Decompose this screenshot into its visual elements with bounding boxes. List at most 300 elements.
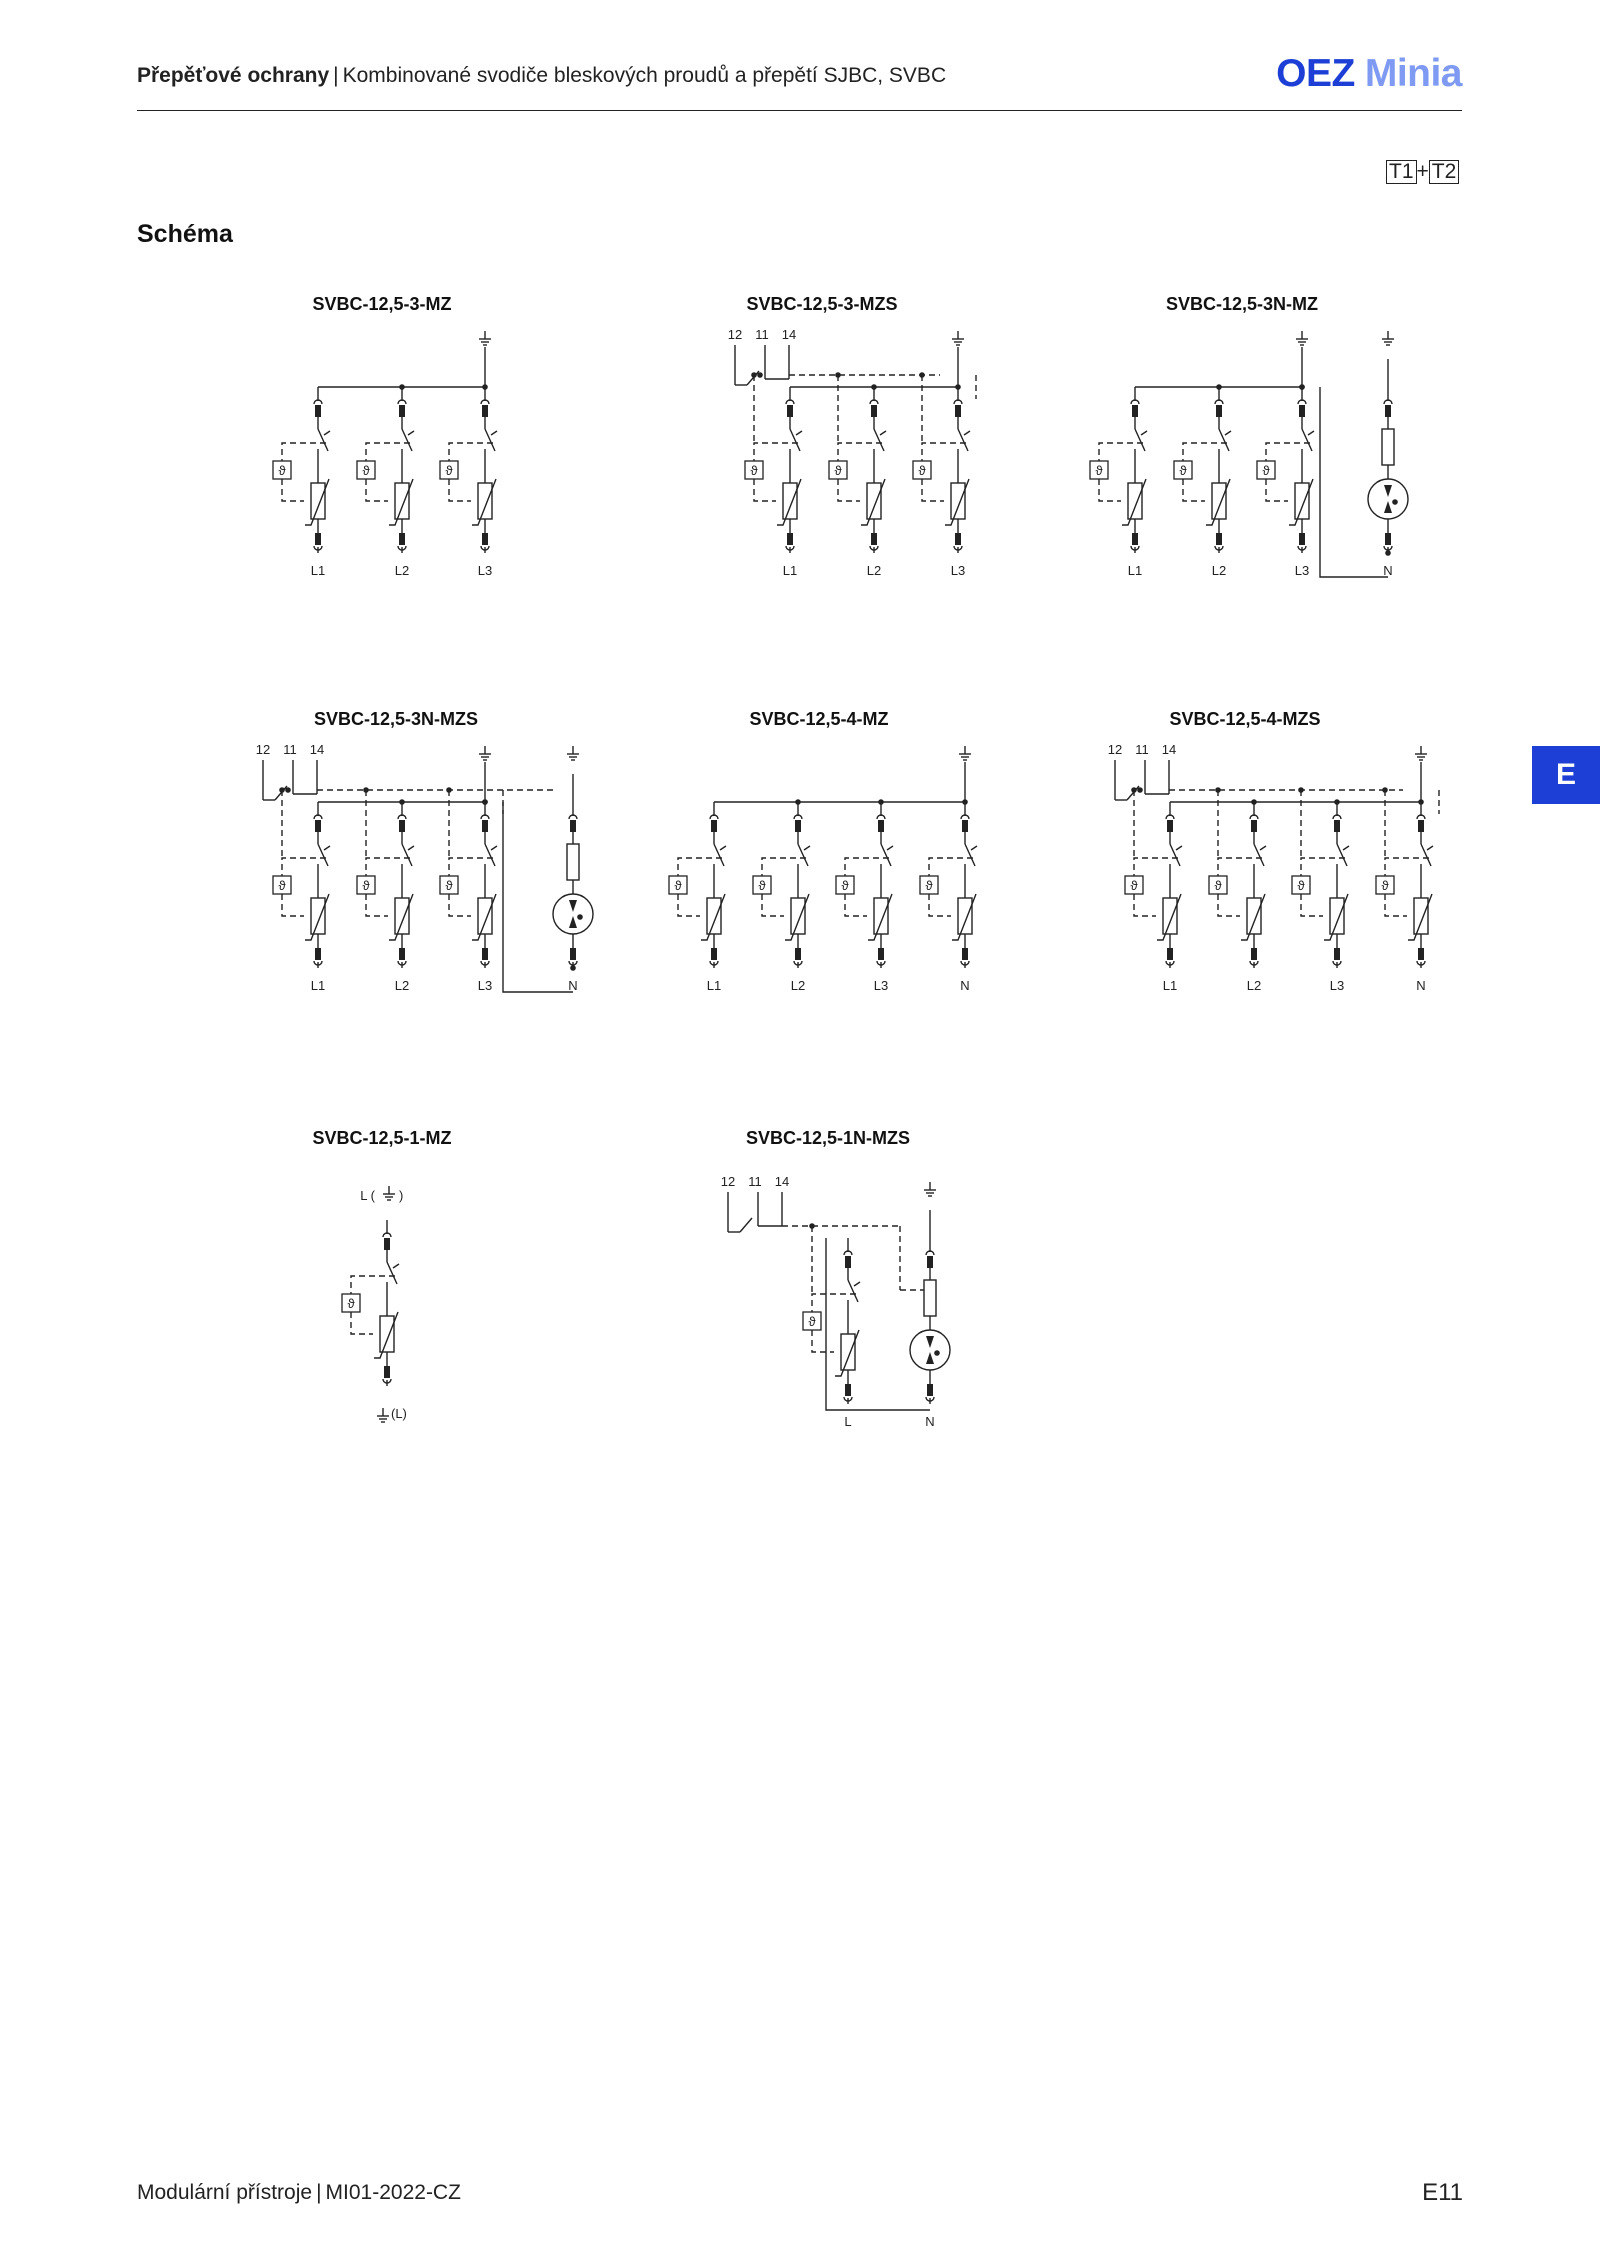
varistor-icon	[389, 479, 413, 525]
wire	[1219, 429, 1229, 451]
terminal-block	[315, 405, 321, 417]
wire	[1302, 429, 1312, 451]
theta-symbol: ϑ	[918, 463, 926, 478]
varistor-icon	[305, 479, 329, 525]
phase-branch	[273, 387, 330, 578]
terminal-arc	[398, 815, 406, 819]
thermal-fuse-icon	[753, 876, 771, 894]
type-badge-t2: T2	[1429, 160, 1460, 184]
contact-label: 11	[748, 1174, 762, 1189]
phase-branch	[1174, 387, 1231, 578]
wire	[1337, 844, 1347, 866]
terminal-block	[962, 820, 968, 832]
terminal-block	[384, 1366, 390, 1378]
terminal-block	[711, 820, 717, 832]
varistor-icon	[1241, 894, 1265, 940]
contact-label: 14	[774, 1174, 790, 1189]
varistor-icon	[701, 894, 725, 940]
ground-icon	[479, 331, 491, 345]
phase-label: L3	[950, 563, 966, 578]
theta-symbol: ϑ	[1381, 878, 1389, 893]
spark-arrow	[926, 1352, 934, 1364]
contact-label: 12	[720, 1174, 736, 1189]
phase-label: L1	[706, 978, 722, 993]
terminal-icon	[710, 815, 718, 832]
signal-wire	[1183, 443, 1227, 461]
phase-branch	[342, 1220, 399, 1386]
varistor-icon	[472, 894, 496, 940]
signal-wire	[449, 443, 493, 461]
header-title-rest: Kombinované svodiče bleskových proudů a přepětí SJBC, SVBC	[342, 64, 947, 87]
phase-label: L2	[1246, 978, 1262, 993]
wire	[485, 429, 495, 451]
phase-label: L2	[866, 563, 882, 578]
ground-icon	[479, 746, 491, 760]
terminal-icon	[481, 400, 489, 417]
wire	[740, 1218, 752, 1232]
theta-symbol: ϑ	[362, 463, 370, 478]
terminal-icon	[844, 1251, 852, 1268]
signal-wire	[762, 894, 784, 916]
varistor-icon	[1122, 479, 1146, 525]
phase-label: L2	[790, 978, 806, 993]
varistor-icon	[861, 479, 885, 525]
terminal-block	[399, 533, 405, 545]
chapter-tab[interactable]: E	[1532, 746, 1600, 804]
terminal-icon	[786, 400, 794, 417]
theta-symbol: ϑ	[758, 878, 766, 893]
junction-dot	[757, 372, 763, 378]
wire	[796, 431, 802, 435]
thermal-fuse-icon	[1257, 461, 1275, 479]
signal-wire	[282, 858, 326, 876]
ground-icon	[377, 1408, 389, 1422]
terminal-block	[1167, 948, 1173, 960]
varistor-icon	[868, 894, 892, 940]
wire	[887, 846, 893, 850]
signal-wire	[1134, 858, 1178, 876]
diagram-title: SVBC-12,5-4-MZS	[1169, 709, 1321, 729]
terminal-arc	[877, 815, 885, 819]
terminal-block	[711, 948, 717, 960]
signal-wire	[929, 894, 951, 916]
wire	[965, 844, 975, 866]
varistor-icon	[1324, 894, 1348, 940]
terminal-block	[1251, 948, 1257, 960]
schematic-0	[273, 331, 497, 578]
diagram-title: SVBC-12,5-3N-MZ	[1165, 294, 1319, 314]
wire	[971, 846, 977, 850]
varistor-body	[478, 483, 492, 519]
wire	[880, 431, 886, 435]
terminal-arc	[1131, 400, 1139, 404]
contact-label: 12	[727, 327, 743, 342]
terminal-block	[871, 533, 877, 545]
signal-wire	[678, 858, 722, 876]
phase-label: N	[1416, 978, 1426, 993]
signal-wire	[1183, 479, 1205, 501]
spark-gap-icon	[553, 894, 593, 934]
wire	[1260, 846, 1266, 850]
wire	[964, 431, 970, 435]
wire	[1308, 431, 1314, 435]
contact-label: 12	[255, 742, 271, 757]
neutral-label: N	[568, 978, 578, 993]
wire	[324, 846, 330, 850]
ground-icon	[924, 1182, 936, 1196]
signal-wire	[366, 894, 388, 916]
signal-wire	[366, 443, 410, 461]
terminal-icon	[383, 1233, 391, 1250]
signal-wire	[812, 1330, 834, 1352]
theta-symbol: ϑ	[750, 463, 758, 478]
fuse-icon	[1382, 429, 1394, 465]
junction-dot	[577, 914, 583, 920]
terminal-block	[795, 948, 801, 960]
schematic-4	[669, 746, 977, 993]
terminal-icon	[1333, 815, 1341, 832]
terminal-block	[871, 405, 877, 417]
header-separator: |	[333, 64, 339, 87]
theta-symbol: ϑ	[1095, 463, 1103, 478]
thermal-fuse-icon	[669, 876, 687, 894]
varistor-body	[380, 1316, 394, 1352]
wire	[485, 844, 495, 866]
varistor-body	[1128, 483, 1142, 519]
thermal-fuse-icon	[1376, 876, 1394, 894]
signal-wire	[812, 1294, 856, 1312]
terminal-icon	[926, 1251, 934, 1268]
varistor-body	[1212, 483, 1226, 519]
signal-wire	[838, 479, 860, 501]
terminal-block	[384, 1238, 390, 1250]
neutral-branch	[910, 1210, 950, 1429]
signal-wire	[922, 479, 944, 501]
thermal-fuse-icon	[273, 876, 291, 894]
terminal-icon	[569, 815, 577, 832]
terminal-icon	[314, 400, 322, 417]
phase-label: N	[960, 978, 970, 993]
terminal-arc	[1250, 815, 1258, 819]
terminal-arc	[481, 815, 489, 819]
thermal-fuse-icon	[357, 461, 375, 479]
terminal-arc	[1298, 400, 1306, 404]
thermal-fuse-icon	[1125, 876, 1143, 894]
footer-product-line: Modulární přístroje	[137, 2181, 313, 2204]
phase-label: L3	[477, 978, 493, 993]
terminal-block	[1132, 533, 1138, 545]
diagram-title: SVBC-12,5-3-MZS	[746, 294, 898, 314]
theta-symbol: ϑ	[925, 878, 933, 893]
signal-wire	[351, 1276, 395, 1294]
wire	[1421, 844, 1431, 866]
signal-wire	[1301, 858, 1345, 876]
thermal-fuse-icon	[829, 461, 847, 479]
terminal-block	[845, 1256, 851, 1268]
varistor-body	[951, 483, 965, 519]
terminal-arc	[1166, 815, 1174, 819]
wire	[1254, 844, 1264, 866]
neutral-label: N	[1383, 563, 1393, 578]
diagram-title: SVBC-12,5-3-MZ	[312, 294, 452, 314]
schematic-1	[728, 327, 976, 578]
schematic-3	[256, 742, 593, 993]
ground-icon	[567, 746, 579, 760]
terminal-arc	[1417, 815, 1425, 819]
terminal-block	[795, 820, 801, 832]
terminal-icon	[1384, 400, 1392, 417]
signal-wire	[1099, 443, 1143, 461]
type-badge-t1: T1	[1386, 160, 1417, 184]
varistor-body	[395, 898, 409, 934]
thermal-fuse-icon	[836, 876, 854, 894]
wire	[1170, 844, 1180, 866]
phase-branch	[1257, 387, 1314, 578]
wire	[790, 429, 800, 451]
wire	[720, 846, 726, 850]
wire	[1135, 429, 1145, 451]
thermal-fuse-icon	[745, 461, 763, 479]
ground-icon	[959, 746, 971, 760]
phase-branch	[669, 802, 726, 993]
varistor-body	[1330, 898, 1344, 934]
terminal-block	[482, 948, 488, 960]
terminal-icon	[481, 815, 489, 832]
theta-symbol: ϑ	[1262, 463, 1270, 478]
signal-wire	[351, 1312, 373, 1334]
spark-arrow	[569, 900, 577, 912]
page-number: E11	[1422, 2179, 1463, 2206]
thermal-fuse-icon	[357, 876, 375, 894]
ground-l-label: (L)	[391, 1406, 407, 1421]
terminal-block	[482, 405, 488, 417]
junction-dot	[1385, 550, 1391, 556]
signal-wire	[754, 479, 776, 501]
junction-dot	[1137, 787, 1143, 793]
spark-gap-icon	[910, 1330, 950, 1370]
signal-wire	[1218, 858, 1262, 876]
terminal-block	[1167, 820, 1173, 832]
varistor-icon	[1289, 479, 1313, 525]
logo-minia: Minia	[1364, 52, 1462, 95]
terminal-block	[482, 533, 488, 545]
varistor-icon	[945, 479, 969, 525]
signal-wire	[366, 858, 410, 876]
wire	[324, 431, 330, 435]
signal-wire	[1266, 479, 1288, 501]
varistor-icon	[952, 894, 976, 940]
terminal-block	[1251, 820, 1257, 832]
phase-branch	[920, 802, 977, 993]
l-ground-label: L (	[360, 1188, 375, 1203]
varistor-body	[791, 898, 805, 934]
wire	[826, 1238, 930, 1410]
signal-wire	[449, 858, 493, 876]
terminal-block	[962, 948, 968, 960]
terminal-block	[955, 405, 961, 417]
varistor-body	[311, 483, 325, 519]
varistor-icon	[1206, 479, 1230, 525]
terminal-arc	[961, 815, 969, 819]
varistor-body	[867, 483, 881, 519]
neutral-branch	[1368, 359, 1408, 578]
varistor-body	[958, 898, 972, 934]
logo-oez: OEZ	[1276, 52, 1355, 95]
terminal-block	[1418, 948, 1424, 960]
junction-dot	[285, 787, 291, 793]
terminal-arc	[710, 815, 718, 819]
thermal-fuse-icon	[803, 1312, 821, 1330]
phase-label: L3	[873, 978, 889, 993]
terminal-block	[399, 820, 405, 832]
wire	[402, 844, 412, 866]
theta-symbol: ϑ	[674, 878, 682, 893]
phase-branch	[440, 387, 497, 578]
signal-wire	[845, 858, 889, 876]
theta-symbol: ϑ	[362, 878, 370, 893]
phase-label: L	[844, 1414, 852, 1429]
thermal-fuse-icon	[913, 461, 931, 479]
terminal-arc	[870, 400, 878, 404]
terminal-arc	[794, 815, 802, 819]
wire	[714, 844, 724, 866]
diagram-title: SVBC-12,5-1-MZ	[312, 1128, 452, 1148]
ground-icon	[1382, 331, 1394, 345]
schematic-6	[342, 1186, 407, 1422]
terminal-block	[482, 820, 488, 832]
thermal-fuse-icon	[440, 461, 458, 479]
signal-wire	[282, 894, 304, 916]
terminal-icon	[398, 815, 406, 832]
diagram-title: SVBC-12,5-1N-MZS	[745, 1128, 911, 1148]
phase-label: L1	[310, 563, 326, 578]
wire	[881, 844, 891, 866]
terminal-icon	[961, 815, 969, 832]
terminal-block	[315, 820, 321, 832]
signal-wire	[762, 858, 806, 876]
thermal-fuse-icon	[1292, 876, 1310, 894]
footer-separator: |	[316, 2181, 322, 2204]
signal-wire	[449, 894, 471, 916]
theta-symbol: ϑ	[841, 878, 849, 893]
diagram-title: SVBC-12,5-3N-MZS	[313, 709, 479, 729]
ground-icon	[1415, 746, 1427, 760]
signal-wire	[366, 479, 388, 501]
phase-label: L1	[1127, 563, 1143, 578]
signal-wire	[754, 443, 798, 461]
thermal-fuse-icon	[1209, 876, 1227, 894]
terminal-icon	[314, 815, 322, 832]
theta-symbol: ϑ	[1214, 878, 1222, 893]
terminal-arc	[1333, 815, 1341, 819]
terminal-icon	[1215, 400, 1223, 417]
wire	[408, 431, 414, 435]
wire	[854, 1282, 860, 1286]
varistor-body	[707, 898, 721, 934]
spark-arrow	[926, 1336, 934, 1348]
signal-wire	[1266, 443, 1310, 461]
theta-symbol: ϑ	[808, 1314, 816, 1329]
varistor-body	[874, 898, 888, 934]
terminal-icon	[870, 400, 878, 417]
junction-dot	[1392, 499, 1398, 505]
contact-label: 11	[1135, 742, 1149, 757]
phase-label: L1	[1162, 978, 1178, 993]
wire	[318, 844, 328, 866]
signal-wire	[1099, 479, 1121, 501]
terminal-block	[845, 1384, 851, 1396]
wire	[848, 1280, 858, 1302]
terminal-block	[955, 533, 961, 545]
terminal-block	[927, 1384, 933, 1396]
terminal-arc	[314, 815, 322, 819]
phase-branch	[357, 387, 414, 578]
signal-wire	[282, 443, 326, 461]
wire	[318, 429, 328, 451]
theta-symbol: ϑ	[278, 878, 286, 893]
varistor-icon	[472, 479, 496, 525]
signal-wire	[1385, 894, 1407, 916]
contact-label: 14	[1161, 742, 1177, 757]
varistor-icon	[374, 1312, 398, 1358]
terminal-arc	[926, 1251, 934, 1255]
footer-catalog-code: MI01-2022-CZ	[325, 2181, 461, 2204]
terminal-block	[1334, 948, 1340, 960]
wire	[958, 429, 968, 451]
varistor-body	[783, 483, 797, 519]
terminal-arc	[314, 400, 322, 404]
varistor-icon	[389, 894, 413, 940]
thermal-fuse-icon	[920, 876, 938, 894]
phase-label: L2	[1211, 563, 1227, 578]
wire	[393, 1264, 399, 1268]
terminal-block	[1132, 405, 1138, 417]
wire	[1141, 431, 1147, 435]
terminal-icon	[1298, 400, 1306, 417]
terminal-block	[1299, 405, 1305, 417]
signal-wire	[845, 894, 867, 916]
terminal-icon	[1250, 815, 1258, 832]
theta-symbol: ϑ	[834, 463, 842, 478]
type-badge-plus: +	[1416, 160, 1429, 183]
signal-wire	[1385, 858, 1429, 876]
varistor-icon	[785, 894, 809, 940]
fuse-icon	[924, 1280, 936, 1316]
terminal-block	[1299, 533, 1305, 545]
phase-branch	[836, 802, 893, 993]
terminal-block	[1334, 820, 1340, 832]
terminal-arc	[383, 1233, 391, 1237]
schematic-2	[1090, 331, 1408, 578]
signal-wire	[678, 894, 700, 916]
thermal-fuse-icon	[273, 461, 291, 479]
contact-label: 11	[283, 742, 297, 757]
terminal-icon	[1417, 815, 1425, 832]
signal-wire	[449, 479, 471, 501]
theta-symbol: ϑ	[1130, 878, 1138, 893]
spark-gap-icon	[1368, 479, 1408, 519]
footer-left	[137, 2181, 461, 2205]
signal-wire	[1134, 894, 1156, 916]
spark-arrow	[1384, 485, 1392, 497]
varistor-icon	[1157, 894, 1181, 940]
contact-label: 11	[755, 327, 769, 342]
l-ground-close: )	[399, 1188, 404, 1203]
theta-symbol: ϑ	[1297, 878, 1305, 893]
thermal-fuse-icon	[1090, 461, 1108, 479]
terminal-block	[927, 1256, 933, 1268]
varistor-body	[1295, 483, 1309, 519]
